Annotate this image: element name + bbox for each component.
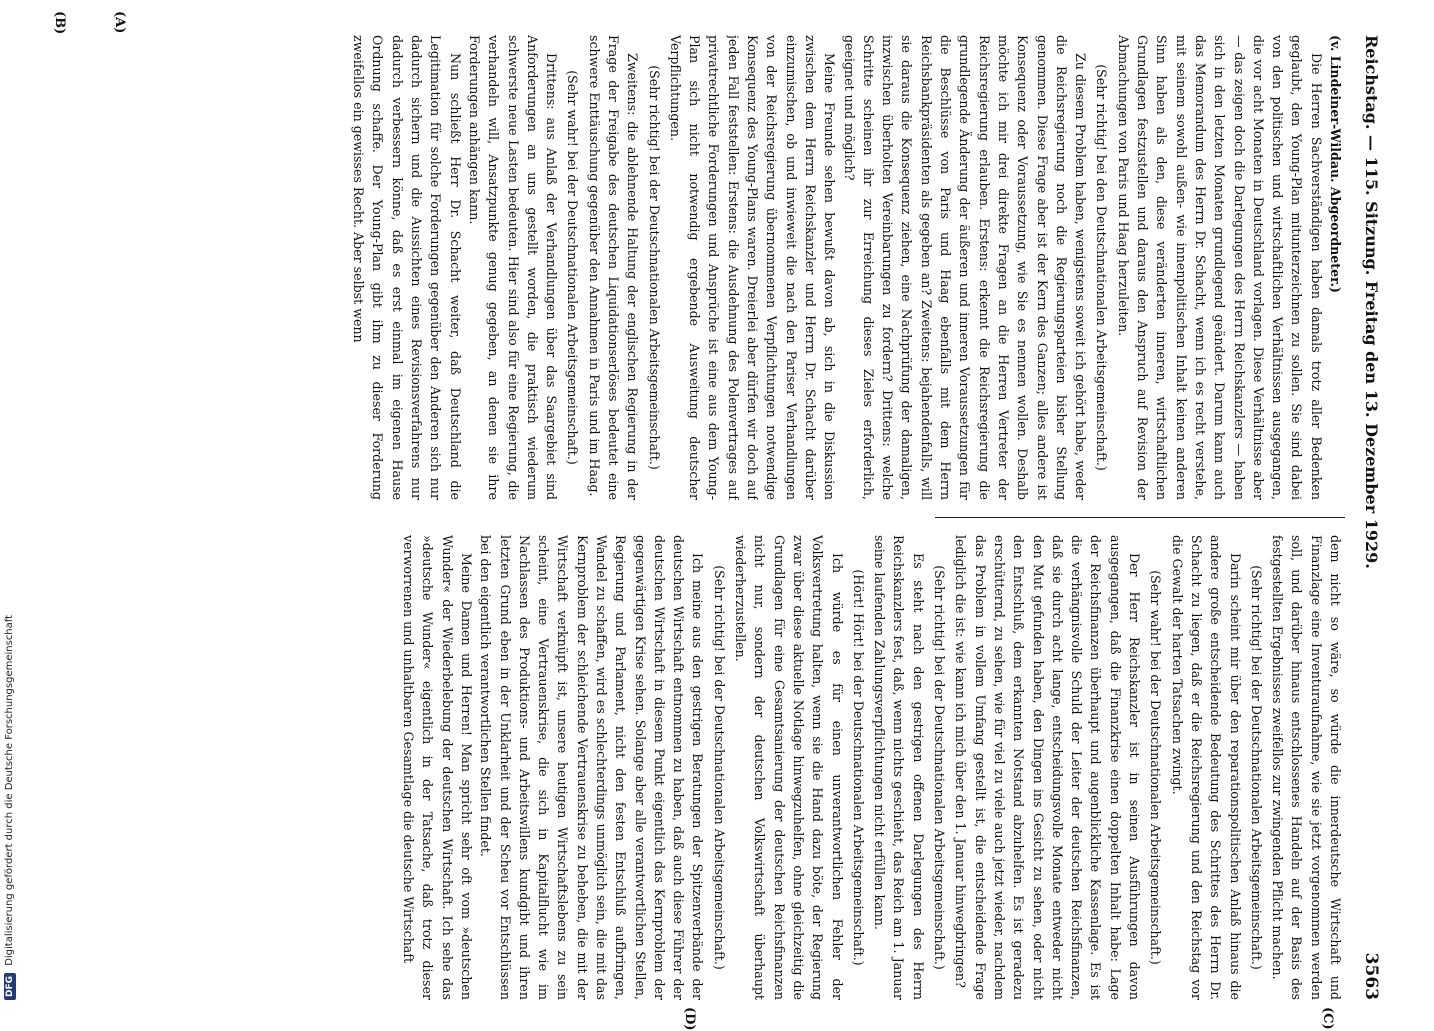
interjection: (Sehr richtig! bei der Deutschnationalen Arbeitsgemeinschaft.) (1248, 565, 1264, 970)
interjection: (Sehr wahr! bei der Deutschnationalen Arbeitsgemeinschaft.) (565, 70, 581, 465)
paragraph: Meine Freunde sehen bewußt davon ab, sich in die Diskussion zwischen dem Herrn Reichskanzler und Herrn Dr. Schacht darüber einzumischen, ob und inwieweit die nach den Pariser Verhandlungen von der Reichsregierung übernommenen Verpflichtungen notwendige Konsequenz des Young-Plans waren. Dreierlei aber dürfen wir doch auf jeden Fall feststellen: Erstens: die Ausdehnung des Polenvertrages auf privatrechtliche Forderungen und Ansprüche ist eine aus dem Young-Plan sich nicht notwendig ergebende Ausweitung deutscher Verpflichtungen. (667, 35, 838, 500)
interjection: (Sehr richtig! bei der Deutschnationalen Arbeitsgemeinschaft.) (932, 565, 948, 970)
paragraph: Zu diesem Problem haben, wenigstens soweit ich gehört habe, weder die Reichsregierung noch die Regierungsparteien bisher Stellung genommen. Diese Frage aber ist der Kern des Ganzen; alles andere ist Konsequenz oder Voraussetzung, wie Sie es nennen wollen. Deshalb möchte ich mir drei direkte Fragen an die Herren Vertreter der Reichsregierung erlauben. Erstens: erkennt die Reichsregierung die grundlegende Änderung der äußeren und inneren Voraussetzungen für die Beschlüsse von Paris und Haag ebenfalls mit dem Herrn Reichsbankpräsidenten als gegeben an? Zweitens: bejahendenfalls, will sie daraus die Konsequenz ziehen, eine Nachprüfung der damaligen, inzwischen überholten Vereinbarungen zu fordern? Drittens: welche Schritte scheinen ihr zur Erreichung dieses Zieles erforderlich, geeignet und möglich? (841, 35, 1089, 500)
interjection: (Hört! Hört! bei der Deutschnationalen Arbeitsgemeinschaft.) (850, 569, 866, 966)
page-header (1357, 35, 1387, 1000)
paragraph: Der Herr Reichskanzler ist in seinen Ausführungen davon ausgegangen, daß die Finanzkrise einen doppelten Inhalt habe: Lage der Reichsfinanzen überhaupt und augenblickliche Kassenlage. Es ist die verhängnisvolle Schuld der Leiter der deutschen Reichsfinanzen, daß sie durch acht lange, entscheidungsvolle Monate entweder nicht den Mut gefunden haben, den Dingen ins Gesicht zu sehen, oder nicht den Entschluß, dem erkannten Notstand abzuhelfen. Es ist geradezu erschütternd, zu sehen, wie für viel zu viele auch jetzt wieder, nachdem das Problem in vollem Umfang gestellt ist, die entscheidende Frage lediglich die ist: wie kann ich mich über den 1. Januar hinwegbringen? (953, 535, 1143, 1000)
paragraph: Darin scheint mir über den reparationspolitischen Anlaß hinaus die andere große entscheidende Bedeutung des Schrittes des Herrn Dr. Schacht zu liegen, daß er die Reichsregierung und den Reichstag vor die Gewalt der harten Tatsachen zwingt. (1169, 535, 1243, 1000)
page-number: 3563 (1361, 952, 1381, 1000)
paragraph: Zweitens: die ablehnende Haltung der englischen Regierung in der Frage der Freigabe des deutschen Liquidationserlöses bedeutet eine schwere Enttäuschung gegenüber den Annahmen in Paris und im Haag. (586, 35, 641, 500)
right-column (130, 535, 1345, 1000)
digitization-footer (4, 0, 20, 1000)
paragraph: Die Herren Sachverständigen haben damals trotz aller Bedenken geglaubt, den Young-Plan mitunterzeichnen zu sollen. Sie sind dabei von den politischen und wirtschaftlichen Verhältnissen ausgegangen, die vor acht Monaten in Deutschland vorlagen. Diese Verhältnisse aber — das zeigen doch die Darlegungen des Herrn Reichskanzlers — haben sich in den letzten Monaten grundlegend geändert. Darum kann auch das Memorandum des Herrn Dr. Schacht, wenn ich es recht verstehe, mit seinem sowohl außen- wie innenpolitischen Inhalt keinen anderen Sinn haben als den, diese veränderten inneren, wirtschaftlichen Grundlagen festzustellen und daraus den Anspruch auf Revision der Abmachungen von Paris und Haag herzuleiten. (1115, 35, 1324, 500)
paragraph: Drittens: aus Anlaß der Verhandlungen über das Saargebiet sind Anforderungen an uns gestellt worden, die praktisch wiederum schwerste neue Lasten bedeuten. Hier sind also für eine Regierung, die verhandeln will, Ansatzpunkte genug gegeben, an denen sie ihre Forderungen anhängen kann. (466, 35, 560, 500)
running-title: Reichstag. — 115. Sitzung. Freitag den 13. Dezember 1929. (1362, 35, 1381, 569)
interjection: (Sehr wahr! bei der Deutschnationalen Arbeitsgemeinschaft.) (1148, 570, 1164, 965)
paragraph: Es steht nach den gestrigen offenen Darlegungen des Herrn Reichskanzlers fest, daß, wenn nichts geschieht, das Reich am 1. Januar seine laufenden Zahlungsverpflichtungen nicht erfüllen kann. (872, 535, 926, 1000)
paragraph: dem nicht so wäre, so würde die innerdeutsche Wirtschaft und Finanzlage eine Inventuraufnahme, wie sie jetzt vorgenommen werden soll, und darüber hinaus entschlossenes Handeln auf der Basis des festgestellten Ergebnisses zweifellos zur zwingenden Pflicht machen. (1270, 535, 1343, 1000)
dfg-logo-icon: DFG (4, 973, 16, 1000)
margin-marker-a: (A) (112, 11, 127, 34)
paragraph: Nun schließt Herr Dr. Schacht weiter, daß Deutschland die Legitimation für solche Forderungen gegenüber den Anderen sich nur dadurch sichern und die Aussichten eines Revisionsverfahrens nur dadurch verbessern könne, daß es erst einmal im eigenen Hause Ordnung schaffe. Der Young-Plan gibt ihm zu dieser Forderung zweifellos ein gewisses Recht. Aber selbst wenn (351, 35, 463, 500)
paragraph: Ich meine aus den gestrigen Beratungen der Spitzenverbände der deutschen Wirtschaft entnommen zu haben, daß auch diese Führer der deutschen Wirtschaft in diesem Punkt eigentlich das Kernproblem der gegenwärtigen Krise sehen. Solange aber alle verantwortlichen Stellen, Regierung und Parlament, nicht den festen Entschluß aufbringen, Wandel zu schaffen, wird es schlechterdings unmöglich sein, die mit das Kernproblem der schleichende Vertrauenskrise zu beheben, die mit der Wirtschaft verknüpft ist, unsere heutigen Wirtschaftslebens zu sein scheint, eine Vertrauenskrise, die sich in Kapitalflucht wie im Nachlassen des Produktions- und Arbeitswillens kundgibt und ihren letzten Grund eben in der Unklarheit und der Scheu vor Entschlüssen bei den eigentlich verantwortlichen Stellen findet. (478, 535, 706, 1000)
interjection: (Sehr richtig! bei den Deutschnationalen Arbeitsgemeinschaft.) (1094, 64, 1110, 471)
margin-marker-c: (C) (1320, 1007, 1335, 1030)
paragraph: Ich würde es für einen unverantwortlichen Fehler der Volksvertretung halten, wenn sie die Hand dazu böte, der Regierung zwar über diese aktuelle Notlage hinwegzuhelfen, ohne gleichzeitig die Grundlagen für eine Gesamtsanierung der deutschen Reichsfinanzen nicht nur, sondern der deutschen Volkswirtschaft überhaupt wiederherzustellen. (733, 535, 845, 1000)
paragraph: Meine Damen und Herren! Man spricht sehr oft vom »deutschen Wunder« der Wiederbelebung der deutschen Wirtschaft. Ich sehe das »deutsche Wunder« eigentlich in der Tatsache, daß trotz dieser verworrenen und unhaltbaren Gesamtlage die deutsche Wirtschaft (401, 535, 474, 1000)
margin-marker-d: (D) (682, 1007, 697, 1031)
speaker-line: (v. Lindeiner-Wildau. Abgeordneter.) (1328, 35, 1343, 293)
footer-text: Digitalisierung gefördert durch die Deutsche Forschungsgemeinschaft (4, 614, 15, 966)
interjection: (Sehr richtig! bei der Deutschnationalen Arbeitsgemeinschaft.) (646, 65, 662, 470)
left-column (130, 35, 1345, 500)
column-divider (935, 517, 1345, 518)
rotated-page (52, 11, 1387, 1031)
interjection: (Sehr richtig! bei der Deutschnationalen Arbeitsgemeinschaft.) (711, 565, 727, 970)
margin-marker-b: (B) (52, 11, 67, 35)
